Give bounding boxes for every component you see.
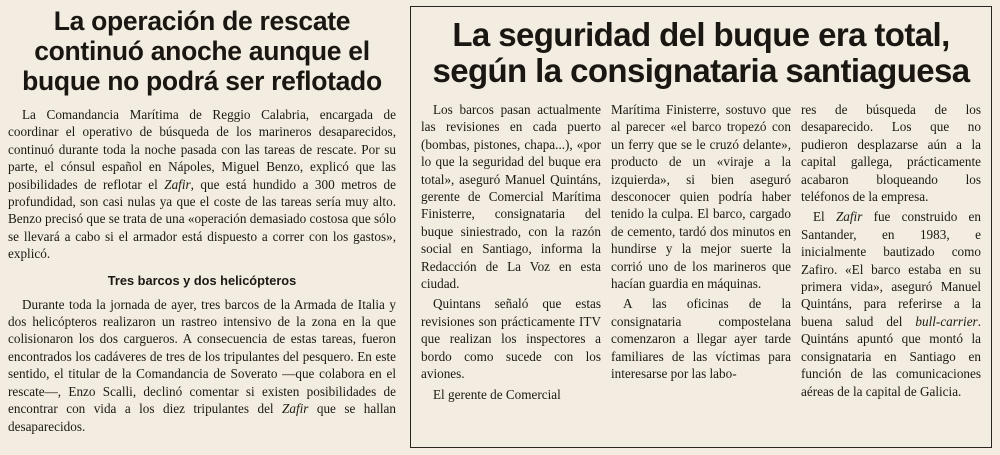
right-article-column-1	[421, 101, 601, 403]
right-article-column-3	[801, 101, 981, 403]
left-article-subhead: Tres barcos y dos helicópteros	[107, 272, 297, 288]
left-article-body	[8, 106, 396, 435]
col2-paragraph-1: Marítima Finisterre, sostuvo que al parecer «el barco tropezó con un ferry que se le cruzó delante», producto de un «viraje a la izquierda», si bien aseguró desconocer quien podría haber tenido la culpa. El barco, cargado de cemento, tardó dos minutos en hundirse y la mejor suerte la corrió uno de los marineros que hacían guardia en máquinas.	[611, 102, 791, 292]
col1-paragraph-3: El gerente de Comercial	[433, 386, 561, 402]
col3-paragraph-2: El Zafir fue construido en Santander, en 1983, e inicialmente bautizado como Zafiro. «El barco estaba en su primera vida», aseguró Manuel Quintáns, para referirse a la buena salud del bull-carrier. Quintáns apuntó que montó la consignataria en Santiago en función de las comunicaciones aéreas de la capital de Galicia.	[801, 209, 981, 399]
col1-paragraph-2: Quintans señaló que estas revisiones son prácticamente ITV que realizan los inspectores a bordo como sucede con los aviones.	[421, 296, 601, 382]
left-article-paragraph-2: Durante toda la jornada de ayer, tres barcos de la Armada de Italia y dos helicópteros realizaron un rastreo intensivo de la zona en la que colisionaron los dos cargueros. A consecuencia de estas tareas, fueron encontrados los cadáveres de tres de los tripulantes del pesquero. En este sentido, el titular de la Comandancia de Soverato —que colabora en el rescate—, Enzo Scalli, declinó comentar si existen posibilidades de encontrar con vida a los diez tripulantes del Zafir que se hallan desaparecidos.	[8, 296, 396, 434]
left-article	[8, 6, 396, 450]
col1-paragraph-1: Los barcos pasan actualmente las revisiones en cada puerto (bombas, pistones, chapa...), «por lo que la seguridad del buque era total», aseguró Manuel Quintáns, gerente de Comercial Marítima Finisterre, consignataria del buque siniestrado, con la razón social en Santiago, informa la Redacción de La Voz en esta ciudad.	[421, 102, 601, 292]
left-article-paragraph-1: La Comandancia Marítima de Reggio Calabria, encargada de coordinar el operativo de búsqueda de los marineros desaparecidos, continuó durante toda la noche pasada con las tareas de rescate. Por su parte, el cónsul español en Nápoles, Miguel Benzo, explicó que las posibilidades de reflotar el Zafir, que está hundido a 300 metros de profundidad, son casi nulas ya que el coste de las tareas sería muy alto. Benzo precisó que se trata de una «operación demasiado costosa que sólo se llevará a cabo si el armador está dispuesto a correr con los gastos», explicó.	[8, 107, 396, 262]
right-article-headline: La seguridad del buque era total, según la consignataria santiaguesa	[432, 16, 970, 89]
right-article-box	[410, 6, 992, 448]
right-article-column-2	[611, 101, 791, 403]
right-article-columns	[421, 101, 981, 403]
col3-paragraph-1: res de búsqueda de los desaparecido. Los que no pudieron desplazarse aún a la capital gallega, prácticamente acabaron bloqueando los teléfonos de la empresa.	[801, 102, 981, 205]
left-article-headline: La operación de rescate continuó anoche aunque el buque no podrá ser reflotado	[22, 6, 382, 96]
col2-paragraph-2: A las oficinas de la consignataria compostelana comenzaron a llegar ayer tarde familiares de las víctimas para interesarse por las labo-	[611, 296, 791, 382]
